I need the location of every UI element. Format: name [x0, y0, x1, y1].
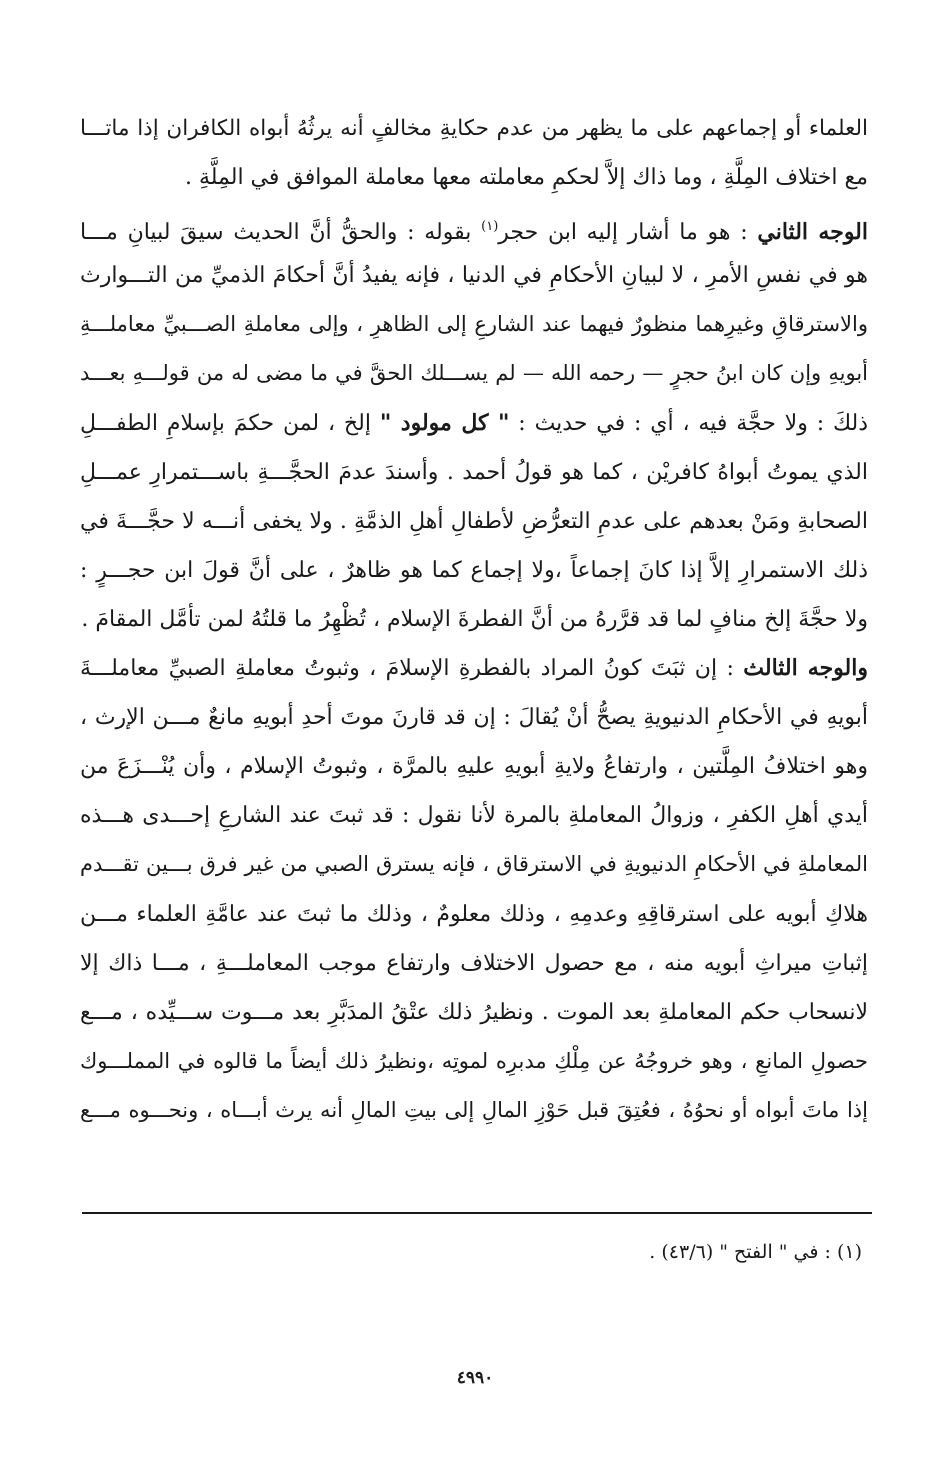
text-line: هلاكِ أبويه على استرقاقِهِ وعدمِهِ ، وذلك معلومٌ ، وذلك ما ثبتَ عند عامَّةِ العلماء مـــن: [80, 901, 868, 927]
text-line: والاسترقاقِ وغيرِهما منظورٌ فيهما عند الشارعِ إلى الظاهرِ ، وإلى معاملةِ الصـــبيِّ معاملـــةِ: [80, 312, 868, 337]
section-heading-second: الوجه الثاني: [757, 219, 868, 246]
text-line: أبويهِ في الأحكامِ الدنيويةِ يصحُّ أنْ يُقالَ : إن قد قارنَ موتَ أحدِ أبويهِ مانعٌ مـــن الإرث ،: [80, 705, 868, 731]
text-line: ذلكَ : ولا حجَّة فيه ، أي : في حديث : " كل مولود " إلخ ، لمن حكمَ بإسلامِ الطفـــلِ: [80, 409, 868, 436]
text-line: المعاملةِ في الأحكامِ الدنيويةِ في الاسترقاق ، فإنه يسترق الصبي من غير فرق بـــين تقـــدم: [80, 852, 868, 877]
text-line: إذا ماتَ أبواه أو نحوُهُ ، فعُتِقَ قبل حَوْزِ المالِ إلى بيتِ المالِ أنه يرث أبـــاه ، ونحـــوه مـــع: [80, 1097, 868, 1122]
text-line: ذلك الاستمرارِ إلاَّ إذا كانَ إجماعاً ،ولا إجماع كما هو ظاهرٌ ، على أنَّ قولَ ابن حجـــرٍ :: [80, 557, 868, 583]
text-line: مع اختلاف المِلَّةِ ، وما ذاك إلاَّ لحكمِ معاملته معها معاملة الموافق في المِلَّةِ .: [184, 165, 868, 191]
main-text-body: [80, 104, 868, 1135]
section-heading-third: والوجه الثالث: [743, 655, 868, 682]
text-line: أيدي أهلِ الكفرِ ، وزوالُ المعاملةِ بالمرة لأنا نقول : قد ثبتَ عند الشارعِ إحـــدى هـــذه: [80, 803, 868, 829]
text-line: ولا حجَّةَ إلخ منافٍ لما قد قرَّرهُ من أنَّ الفطرةَ الإسلام ، تُظْهِرُ ما قلتُهُ لمن تأمَّل المقامَ .: [81, 606, 868, 632]
text-line: إثباتِ ميراثِ أبويه منه ، مع حصول الاختلاف وارتفاع موجب المعاملـــةِ ، مـــا ذاك إلا: [80, 950, 868, 976]
text-line: حصولِ المانعِ ، وهو خروجُهُ عن مِلْكِ مدبرِه لموتِه ،ونظيرُ ذلك أيضاً ما قالوه في المملـــوك: [80, 1048, 868, 1073]
footnote-marker: (١): [481, 219, 499, 235]
text-line: لانسحاب حكم المعاملةِ بعد الموت . ونظيرُ ذلك عتْقُ المدَبَّرِ بعد مـــوت ســـيِّده ، مـــع: [80, 999, 868, 1025]
text-line: والوجه الثالث : إن ثبَتَ كونُ المراد بالفطرةِ الإسلامَ ، وثبوتُ معاملةِ الصبيِّ معاملـــةَ: [80, 655, 868, 682]
text-line: العلماء أو إجماعهم على ما يظهر من عدم حكايةِ مخالفٍ أنه يرثُهُ أبواه الكافران إذا ماتـــا: [80, 116, 868, 141]
text-line: الوجه الثاني : هو ما أشار إليه ابن حجر$^{(١)}$ بقوله : والحقُّ أنَّ الحديث سيقَ لبيانِ مـــا: [80, 219, 868, 246]
text-line: هو في نفسِ الأمرِ ، لا لبيانِ الأحكامِ في الدنيا ، فإنه يفيدُ أنَّ أحكامَ الذميِّ من التـــوارث: [80, 263, 868, 289]
text-line: وهو اختلافُ المِلَّتين ، وارتفاعُ ولايةِ أبويهِ عليهِ بالمرَّة ، وثبوتُ الإسلام ، وأن يُنْـــزَعَ من: [80, 754, 868, 780]
hadith-quote: " كل مولود ": [379, 409, 510, 436]
footnote: (١) : في " الفتح " (٤٣/٦) .: [649, 1241, 862, 1263]
text-line: أبويهِ وإن كان ابنُ حجرٍ — رحمه الله — لم يســـلك الحقَّ في ما مضى له من قولـــهِ بعـــد: [80, 361, 868, 386]
text-line: الذي يموتُ أبواهُ كافريْن ، كما هو قولُ أحمد . وأسندَ عدمَ الحجَّـــةِ باســـتمرارِ عمـــلِ: [80, 459, 868, 485]
page-number: ٤٩٩٠: [456, 1368, 494, 1388]
footnote-divider: [82, 1212, 872, 1214]
text-line: الصحابةِ ومَنْ بعدهم على عدمِ التعرُّضِ لأطفالِ أهلِ الذمَّةِ . ولا يخفى أنـــه لا حجَّـــةَ في: [80, 508, 868, 534]
